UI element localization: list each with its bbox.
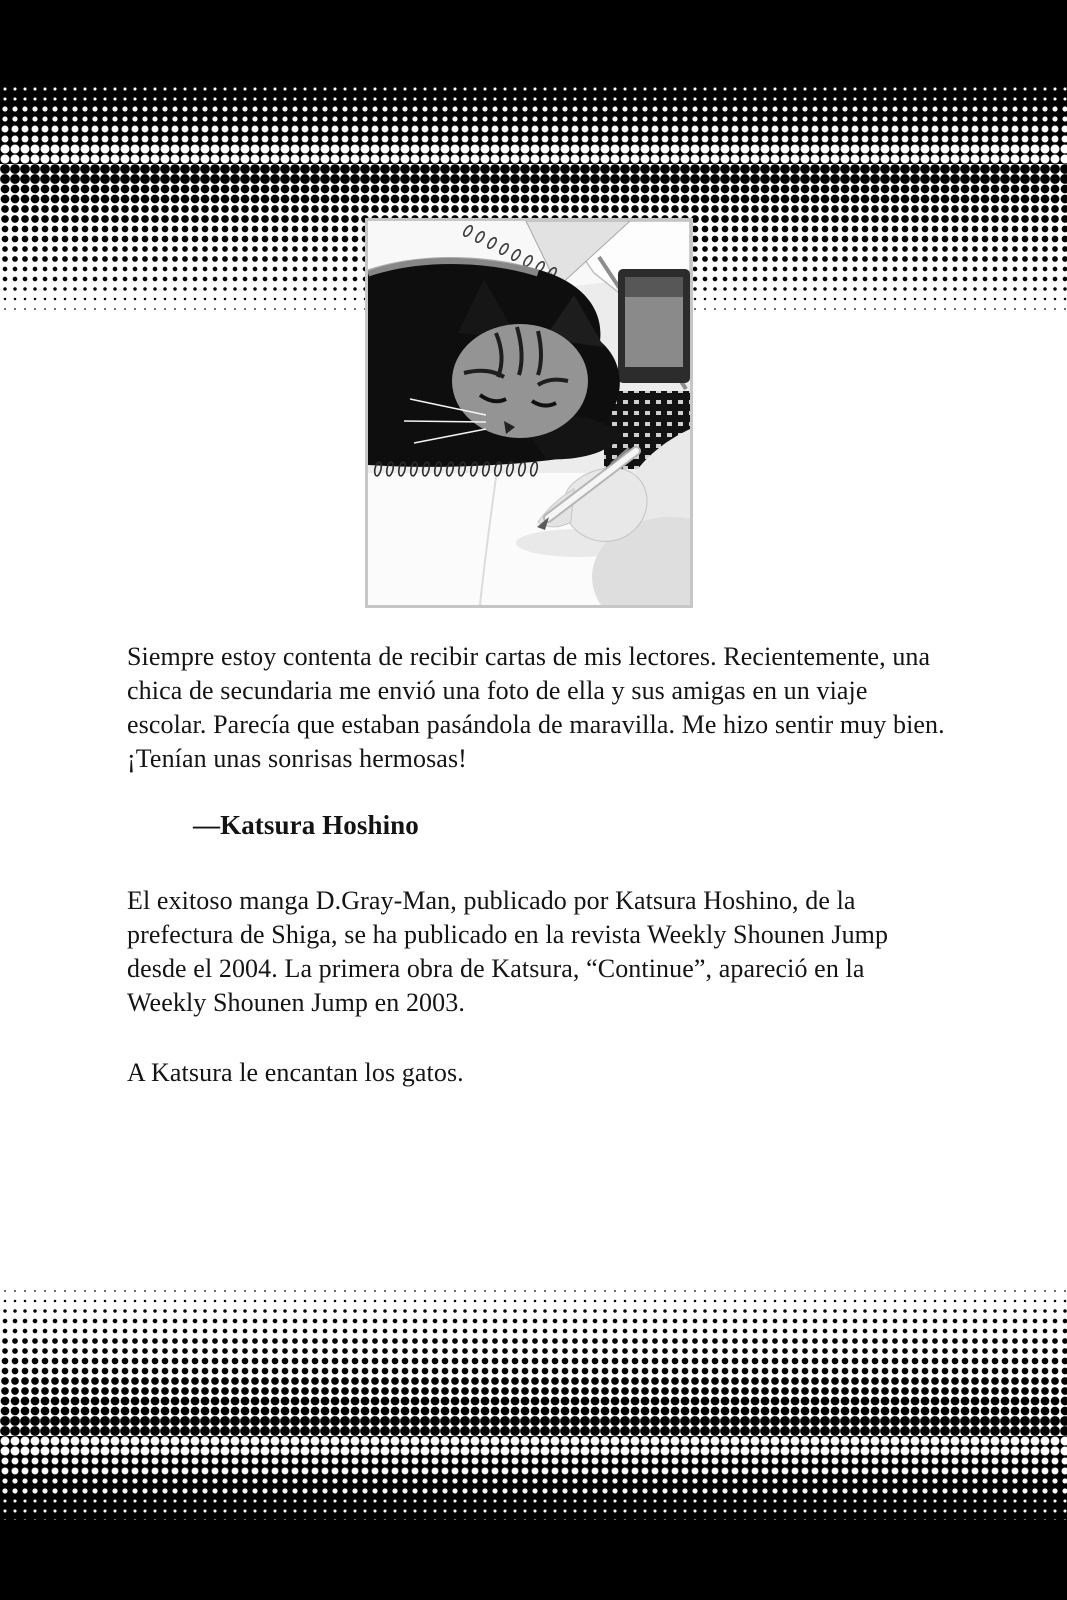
page-text bbox=[127, 640, 945, 1090]
halftone-strip bbox=[0, 1296, 1067, 1306]
halftone-strip bbox=[0, 1416, 1067, 1436]
halftone-strip bbox=[0, 1436, 1067, 1456]
author-bio-cats-line: A Katsura le encantan los gatos. bbox=[127, 1058, 464, 1087]
author-photo bbox=[365, 218, 693, 608]
halftone-strip bbox=[0, 144, 1067, 164]
top-black-bar bbox=[0, 0, 1067, 84]
halftone-strip bbox=[0, 1456, 1067, 1476]
halftone-strip bbox=[0, 1336, 1067, 1356]
halftone-strip bbox=[0, 1306, 1067, 1316]
halftone-strip bbox=[0, 1496, 1067, 1520]
halftone-strip bbox=[0, 1476, 1067, 1496]
halftone-strip bbox=[0, 104, 1067, 124]
author-signature: —Katsura Hoshino bbox=[193, 810, 419, 840]
halftone-strip bbox=[0, 84, 1067, 104]
halftone-strip bbox=[0, 1396, 1067, 1416]
halftone-strip bbox=[0, 1316, 1067, 1336]
author-bio-paragraph: El exitoso manga D.Gray-Man, publicado por Katsura Hoshino, de la prefectura de Shiga, se ha publicado en la revista Weekly Shounen Jump desde el 2004. La primera obra de Katsura, “Continue”, apareció en la Weekly Shounen Jump en 2003. bbox=[127, 886, 889, 1017]
author-photo-illustration bbox=[368, 221, 690, 605]
bottom-black-bar bbox=[0, 1520, 1067, 1600]
halftone-strip bbox=[0, 1286, 1067, 1296]
halftone-strip bbox=[0, 1356, 1067, 1376]
halftone-bottom-band bbox=[0, 1286, 1067, 1600]
author-note-paragraph: Siempre estoy contenta de recibir cartas de mis lectores. Recientemente, una chica de secundaria me envió una foto de ella y sus amigas en un viaje escolar. Parecía que estaban pasándola de maravilla. Me hizo sentir muy bien. ¡Tenían unas sonrisas hermosas! bbox=[127, 642, 945, 773]
halftone-strip bbox=[0, 1376, 1067, 1396]
halftone-strip bbox=[0, 164, 1067, 184]
halftone-strip bbox=[0, 124, 1067, 144]
halftone-strip bbox=[0, 184, 1067, 204]
